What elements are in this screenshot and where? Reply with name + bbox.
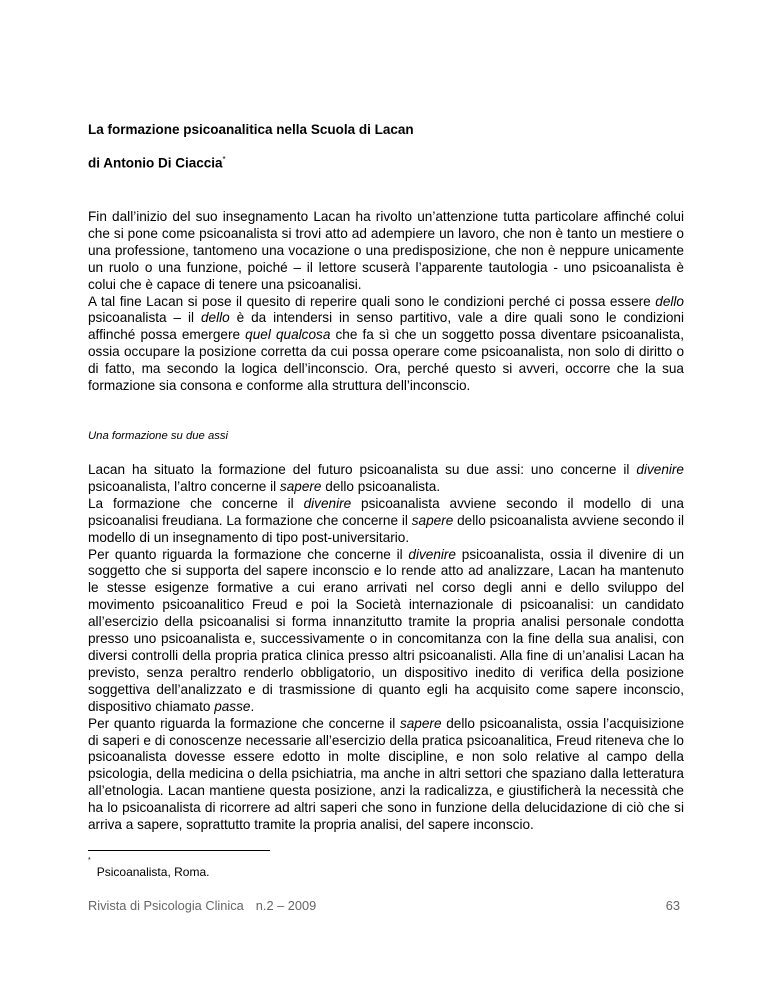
body-paragraph-4: Per quanto riguarda la formazione che concerne il sapere dello psicoanalista, ossia l’acquisizione di saperi e di conoscenze necessarie all’esercizio della pratica psicoanalitica, Freud riteneva che lo psicoanalista dovesse essere edotto in molte discipline, e non solo relative al campo della psicologia, della medicina o della psichiatria, ma anche in altri settori che spaziano dalla letteratura all’etnologia. Lacan mantiene questa posizione, anzi la radicalizza, e giustificherà la necessità che ha lo psicoanalista di ricorrere ad altri saperi che sono in funzione della delucidazione di ciò che si arriva a sapere, soprattutto tramite la propria analisi, del sapere inconscio. [88,715,684,833]
intro-section [88,209,684,395]
body-paragraph-2: La formazione che concerne il divenire psicoanalista avviene secondo il modello di una psicoanalisi freudiana. La formazione che concerne il sapere dello psicoanalista avviene secondo il modello di un insegnamento di tipo post-universitario. [88,495,684,545]
page-number: 63 [665,898,680,913]
body-section [88,462,684,834]
journal-issue: n.2 – 2009 [255,898,317,913]
intro-paragraph-1: Fin dall’inizio del suo insegnamento Lacan ha rivolto un’attenzione tutta particolare affinché colui che si pone come psicoanalista si trovi atto ad adempiere un lavoro, che non è tanto un mestiere o una professione, tantomeno una vocazione o una predisposizione, che non è neppure unicamente un ruolo o una funzione, poiché – il lettore scuserà l’apparente tautologia - uno psicoanalista è colui che è capace di tenere una psicoanalisi. [88,209,684,292]
body-paragraph-3: Per quanto riguarda la formazione che concerne il divenire psicoanalista, ossia il divenire di un soggetto che si supporta del sapere inconscio e lo rende atto ad analizzare, Lacan ha mantenuto le stesse esigenze formative a cui erano arrivati nel corso degli anni e dello sviluppo del movimento psicoanalitico Freud e poi la Società internazionale di psicoanalisi: un candidato all’esercizio della psicoanalisi si forma innanzitutto tramite la propria analisi personale condotta presso uno psicoanalista e, successivamente o in concomitanza con la fine della sua analisi, con diversi controlli della propria pratica clinica presso altri psicoanalisti. Alla fine di un’analisi Lacan ha previsto, senza peraltro renderlo obbligatorio, un dispositivo inedito di verifica della posizione soggettiva dell’analizzato e di trasmissione di quanto egli ha acquisito come sapere inconscio, dispositivo chiamato passe. [88,546,684,714]
article-title: La formazione psicoanalitica nella Scuola di Lacan [88,122,414,137]
footnote [88,856,210,879]
intro-paragraph-2: A tal fine Lacan si pose il quesito di reperire quali sono le condizioni perché ci possa essere dello psicoanalista – il dello è da intendersi in senso partitivo, vale a dire quali sono le condizioni affinché possa emergere quel qualcosa che fa sì che un soggetto possa diventare psicoanalista, ossia occupare la posizione corretta da cui possa operare come psicoanalista, non solo di diritto o di fatto, ma secondo la logica dell’inconscio. Ora, perché questo si avveri, occorre che la sua formazione sia consona e conforme alla struttura dell’inconscio. [88,293,684,394]
author-name: di Antonio Di Ciaccia [88,155,223,171]
section-subheading: Una formazione su due assi [88,430,229,442]
footnote-mark: * [88,857,91,864]
footnote-divider [88,850,270,851]
body-paragraph-1: Lacan ha situato la formazione del futuro psicoanalista su due assi: uno concerne il divenire psicoanalista, l’altro concerne il sapere dello psicoanalista. [88,462,684,494]
journal-name: Rivista di Psicologia Clinica [88,898,244,913]
page-footer [88,898,316,913]
author-footnote-mark[interactable]: * [222,155,226,164]
article-author [88,155,226,171]
footnote-text: Psicoanalista, Roma. [96,865,210,879]
